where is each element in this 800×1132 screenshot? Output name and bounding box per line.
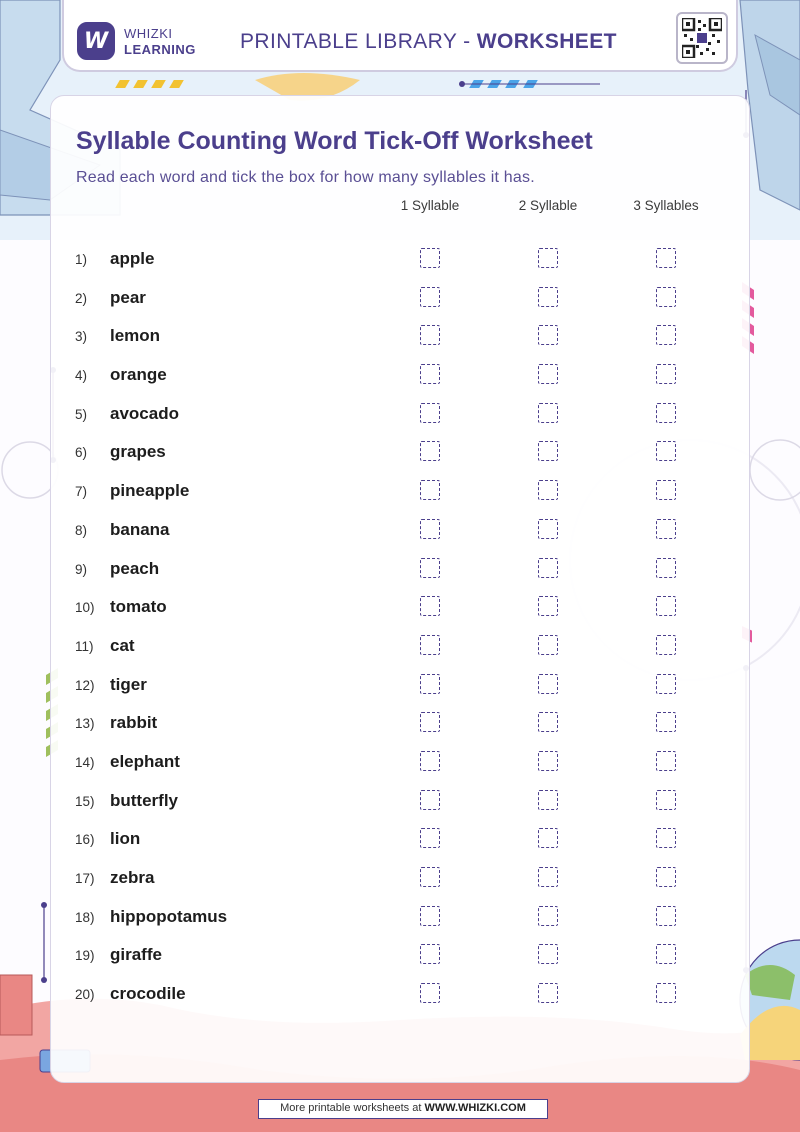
brand-line-2: LEARNING	[124, 42, 196, 57]
item-word: apple	[110, 249, 155, 268]
footer-prefix: More printable worksheets at	[280, 1102, 425, 1114]
table-row	[0, 395, 800, 434]
header-title-prefix: PRINTABLE LIBRARY -	[240, 30, 477, 53]
syllable-2-checkbox[interactable]	[538, 558, 558, 578]
syllable-1-checkbox[interactable]	[420, 441, 440, 461]
syllable-3-checkbox[interactable]	[656, 248, 676, 268]
table-row	[0, 433, 800, 472]
table-row	[0, 472, 800, 511]
syllable-1-checkbox[interactable]	[420, 712, 440, 732]
item-number: 17)	[75, 871, 95, 886]
item-number: 8)	[75, 522, 88, 538]
syllable-3-checkbox[interactable]	[656, 674, 676, 694]
column-header-3-syllables: 3 Syllables	[633, 198, 699, 213]
item-number: 12)	[75, 677, 95, 693]
item-number: 19)	[75, 948, 95, 964]
table-row	[0, 859, 800, 898]
item-word: zebra	[110, 868, 155, 887]
item-number: 15)	[75, 793, 95, 809]
item-number: 6)	[75, 445, 88, 461]
syllable-3-checkbox[interactable]	[656, 325, 676, 345]
item-number: 7)	[75, 484, 88, 500]
item-number: 5)	[75, 406, 88, 422]
table-row	[0, 704, 800, 743]
syllable-1-checkbox[interactable]	[420, 751, 440, 771]
item-word: pear	[110, 287, 146, 307]
item-number: 1)	[75, 252, 88, 267]
header-title	[240, 30, 617, 54]
table-row	[0, 820, 800, 859]
syllable-3-checkbox[interactable]	[656, 944, 676, 964]
item-number: 2)	[75, 290, 88, 306]
item-word: lion	[110, 829, 141, 849]
brand-name[interactable]	[124, 26, 196, 58]
item-word: pineapple	[110, 481, 190, 501]
syllable-1-checkbox[interactable]	[420, 867, 440, 887]
item-word: orange	[110, 365, 167, 385]
syllable-2-checkbox[interactable]	[538, 751, 558, 771]
item-number: 11)	[75, 638, 94, 654]
syllable-1-checkbox[interactable]	[420, 906, 440, 926]
syllable-2-checkbox[interactable]	[538, 287, 558, 307]
table-row	[0, 936, 800, 975]
syllable-1-checkbox[interactable]	[420, 325, 440, 345]
syllable-2-checkbox[interactable]	[538, 674, 558, 694]
syllable-2-checkbox[interactable]	[538, 712, 558, 732]
item-word: crocodile	[110, 984, 186, 1004]
table-row	[0, 279, 800, 318]
item-word: butterfly	[110, 790, 178, 810]
item-word: tiger	[110, 674, 147, 694]
item-word: grapes	[110, 442, 166, 462]
table-row	[0, 975, 800, 1014]
item-number: 3)	[75, 329, 88, 345]
item-number: 14)	[75, 754, 95, 770]
table-row	[0, 511, 800, 550]
table-row	[0, 627, 800, 666]
table-row	[0, 588, 800, 627]
syllable-3-checkbox[interactable]	[656, 558, 676, 578]
syllable-1-checkbox[interactable]	[420, 674, 440, 694]
syllable-3-checkbox[interactable]	[656, 790, 676, 810]
table-row	[0, 317, 800, 356]
syllable-3-checkbox[interactable]	[656, 712, 676, 732]
syllable-2-checkbox[interactable]	[538, 867, 558, 887]
logo-letter: W	[83, 28, 109, 54]
item-word: avocado	[110, 403, 179, 423]
syllable-3-checkbox[interactable]	[656, 751, 676, 771]
syllable-2-checkbox[interactable]	[538, 364, 558, 384]
footer-site-link[interactable]: WWW.WHIZKI.COM	[424, 1102, 526, 1114]
syllable-1-checkbox[interactable]	[420, 403, 440, 423]
syllable-1-checkbox[interactable]	[420, 558, 440, 578]
syllable-2-checkbox[interactable]	[538, 983, 558, 1003]
table-row	[0, 782, 800, 821]
table-row	[0, 898, 800, 937]
syllable-2-checkbox[interactable]	[538, 248, 558, 268]
syllable-1-checkbox[interactable]	[420, 480, 440, 500]
item-number: 4)	[75, 368, 88, 384]
syllable-1-checkbox[interactable]	[420, 828, 440, 848]
syllable-3-checkbox[interactable]	[656, 364, 676, 384]
header-title-bold: WORKSHEET	[476, 30, 617, 53]
syllable-3-checkbox[interactable]	[656, 983, 676, 1003]
syllable-1-checkbox[interactable]	[420, 248, 440, 268]
worksheet-instructions: Read each word and tick the box for how many syllables it has.	[76, 169, 535, 186]
syllable-3-checkbox[interactable]	[656, 403, 676, 423]
syllable-1-checkbox[interactable]	[420, 519, 440, 539]
word-list	[0, 240, 800, 1014]
item-word: banana	[110, 519, 170, 539]
table-row	[0, 356, 800, 395]
syllable-3-checkbox[interactable]	[656, 906, 676, 926]
syllable-1-checkbox[interactable]	[420, 287, 440, 307]
table-row	[0, 240, 800, 279]
brand-line-1: WHIZKI	[124, 26, 173, 41]
syllable-2-checkbox[interactable]	[538, 519, 558, 539]
syllable-1-checkbox[interactable]	[420, 596, 440, 616]
syllable-1-checkbox[interactable]	[420, 983, 440, 1003]
item-word: rabbit	[110, 713, 158, 733]
item-word: peach	[110, 558, 160, 578]
syllable-2-checkbox[interactable]	[538, 635, 558, 655]
syllable-1-checkbox[interactable]	[420, 944, 440, 964]
syllable-2-checkbox[interactable]	[538, 403, 558, 423]
table-row	[0, 666, 800, 705]
worksheet-title: Syllable Counting Word Tick-Off Worksheet	[76, 127, 593, 155]
syllable-3-checkbox[interactable]	[656, 287, 676, 307]
syllable-2-checkbox[interactable]	[538, 790, 558, 810]
syllable-2-checkbox[interactable]	[538, 441, 558, 461]
syllable-3-checkbox[interactable]	[656, 596, 676, 616]
table-row	[0, 743, 800, 782]
syllable-3-checkbox[interactable]	[656, 867, 676, 887]
syllable-2-checkbox[interactable]	[538, 480, 558, 500]
syllable-2-checkbox[interactable]	[538, 325, 558, 345]
item-word: cat	[110, 635, 135, 655]
syllable-1-checkbox[interactable]	[420, 635, 440, 655]
syllable-2-checkbox[interactable]	[538, 828, 558, 848]
qr-code-icon[interactable]	[676, 12, 728, 64]
syllable-1-checkbox[interactable]	[420, 790, 440, 810]
item-word: tomato	[110, 597, 167, 617]
item-number: 18)	[75, 909, 95, 925]
syllable-1-checkbox[interactable]	[420, 364, 440, 384]
syllable-3-checkbox[interactable]	[656, 828, 676, 848]
item-word: giraffe	[110, 945, 162, 965]
syllable-2-checkbox[interactable]	[538, 944, 558, 964]
site-header	[62, 0, 738, 72]
item-word: elephant	[110, 751, 180, 771]
item-number: 9)	[75, 561, 88, 577]
item-word: lemon	[110, 326, 161, 346]
syllable-3-checkbox[interactable]	[656, 480, 676, 500]
syllable-2-checkbox[interactable]	[538, 596, 558, 616]
table-row	[0, 550, 800, 589]
syllable-3-checkbox[interactable]	[656, 635, 676, 655]
syllable-2-checkbox[interactable]	[538, 906, 558, 926]
item-number: 16)	[75, 832, 95, 848]
footer-banner[interactable]	[258, 1099, 548, 1119]
column-header-2-syllable: 2 Syllable	[518, 198, 578, 213]
item-word: hippopotamus	[110, 906, 228, 926]
item-number: 13)	[75, 716, 95, 732]
column-header-1-syllable: 1 Syllable	[400, 198, 460, 213]
syllable-3-checkbox[interactable]	[656, 519, 676, 539]
item-number: 10)	[75, 600, 95, 616]
whizki-logo-icon[interactable]	[77, 22, 115, 60]
item-number: 20)	[75, 987, 95, 1003]
syllable-3-checkbox[interactable]	[656, 441, 676, 461]
